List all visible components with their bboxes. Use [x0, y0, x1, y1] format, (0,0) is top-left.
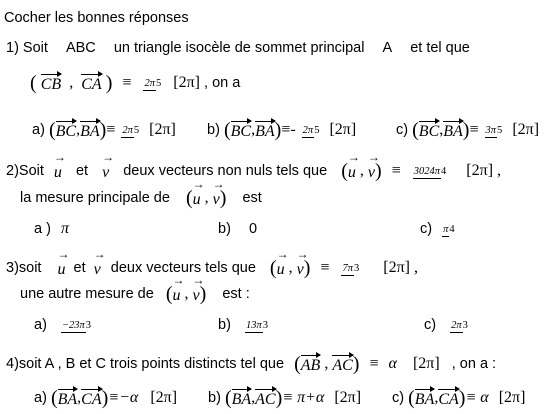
vector-v: v → — [94, 257, 101, 279]
question-2-line-2: la mesure principale de (u → , v →) est — [20, 187, 262, 209]
q2-option-a[interactable]: a ) π — [34, 220, 69, 238]
instruction-text: Cocher les bonnes réponses — [4, 10, 189, 27]
q1-equiv: ≡ — [122, 74, 132, 91]
q4-option-b[interactable]: b) (BA,AC)≡ π+α [2π] — [208, 387, 362, 409]
vector-ba: BA — [415, 387, 435, 409]
q2-prefix: 2)Soit — [6, 163, 44, 179]
vector-ca: CA — [438, 387, 458, 409]
q3-option-b[interactable]: b) 13π3 — [218, 317, 268, 334]
q4-prefix: 4)soit A , B et C trois points distincts tel que — [6, 356, 285, 372]
q1-prefix: 1) Soit — [6, 40, 48, 57]
q1-text: un triangle isocèle de sommet principal — [113, 40, 365, 57]
q1-triangle-name: ABC — [65, 40, 96, 57]
fraction: −23π3 — [61, 319, 92, 331]
q2-modulo: [2π] , — [466, 162, 502, 179]
vector-u: u → — [58, 257, 66, 279]
q1-vector-cb: CB — [41, 72, 61, 94]
q1-fraction: 2π5 — [144, 77, 162, 89]
question-3-line-2: une autre mesure de (u → , v →) est : — [20, 283, 250, 305]
q4-option-c[interactable]: c) (BA,CA)≡ α [2π] — [392, 387, 526, 409]
q3-prefix: 3)soit — [6, 260, 42, 276]
q2-fraction: 3024π4 — [413, 165, 447, 177]
question-2-line-1: 2)Soit u → et v → deux vecteurs non nuls tels que (u → , v →) ≡ 3024π4 [2π] , — [6, 160, 501, 182]
vector-v: v → — [102, 160, 109, 182]
alpha: α — [388, 355, 397, 372]
question-1-line-2: ( CB , CA ) ≡ 2π5 [2π] , on a — [30, 72, 241, 94]
vector-ba: BA — [255, 119, 275, 141]
q1-option-a[interactable]: a) (BC,BA)≡ 2π5 [2π] — [32, 119, 176, 141]
q3-line2: une autre mesure de — [20, 286, 154, 302]
q2-option-c[interactable]: c) π4 — [420, 221, 455, 238]
fraction: 2π3 — [451, 319, 468, 331]
instruction-title — [4, 9, 189, 27]
vector-ba: BA — [80, 119, 100, 141]
q1-end: , on a — [204, 75, 241, 91]
q2-option-b[interactable]: b) 0 — [218, 221, 258, 238]
fraction: 2π5 — [122, 124, 140, 136]
q1-option-b[interactable]: b) (BC,BA)≡- 2π5 [2π] — [207, 119, 357, 141]
q1-tail: et tel que — [410, 40, 470, 57]
question-3-line-1: 3)soit u → et v → deux vecteurs tels que (u → , v →) ≡ 7π3 [2π] , — [6, 257, 418, 279]
q2-line2: la mesure principale de — [20, 190, 170, 206]
q3-modulo: [2π] , — [383, 259, 418, 276]
q3-option-a[interactable]: a) −23π3 — [34, 317, 92, 334]
q1-modulo: [2π] — [173, 74, 200, 91]
question-1-line-1 — [6, 39, 470, 57]
fraction: π4 — [443, 223, 455, 235]
q1-option-c[interactable]: c) (BC,BA)≡ 3π5 [2π] — [396, 119, 540, 141]
vector-ba: BA — [58, 387, 78, 409]
q3-text: deux vecteurs tels que — [110, 260, 256, 276]
q1-vector-ca: CA — [81, 72, 101, 94]
vector-bc: BC — [419, 119, 439, 141]
q3-fraction: 7π3 — [342, 262, 360, 274]
vector-ba: BA — [232, 387, 252, 409]
question-4-line-1: 4)soit A , B et C trois points distincts tel que (AB , AC) ≡ α [2π] , on a : — [6, 353, 497, 375]
fraction: 13π3 — [245, 319, 268, 331]
q1-vertex: A — [382, 40, 393, 57]
vector-bc: BC — [231, 119, 251, 141]
vector-ba: BA — [443, 119, 463, 141]
vector-u: u → — [54, 160, 62, 182]
q4-option-a[interactable]: a) (BA,CA)≡−α [2π] — [34, 387, 178, 409]
q3-option-c[interactable]: c) 2π3 — [424, 317, 468, 334]
vector-ca: CA — [81, 387, 101, 409]
fraction: 2π5 — [302, 124, 320, 136]
fraction: 3π5 — [485, 124, 503, 136]
vector-ac: AC — [255, 387, 275, 409]
vector-ab: AB — [301, 353, 321, 375]
vector-bc: BC — [56, 119, 76, 141]
vector-ac: AC — [332, 353, 352, 375]
q2-text: deux vecteurs non nuls tels que — [123, 163, 328, 179]
